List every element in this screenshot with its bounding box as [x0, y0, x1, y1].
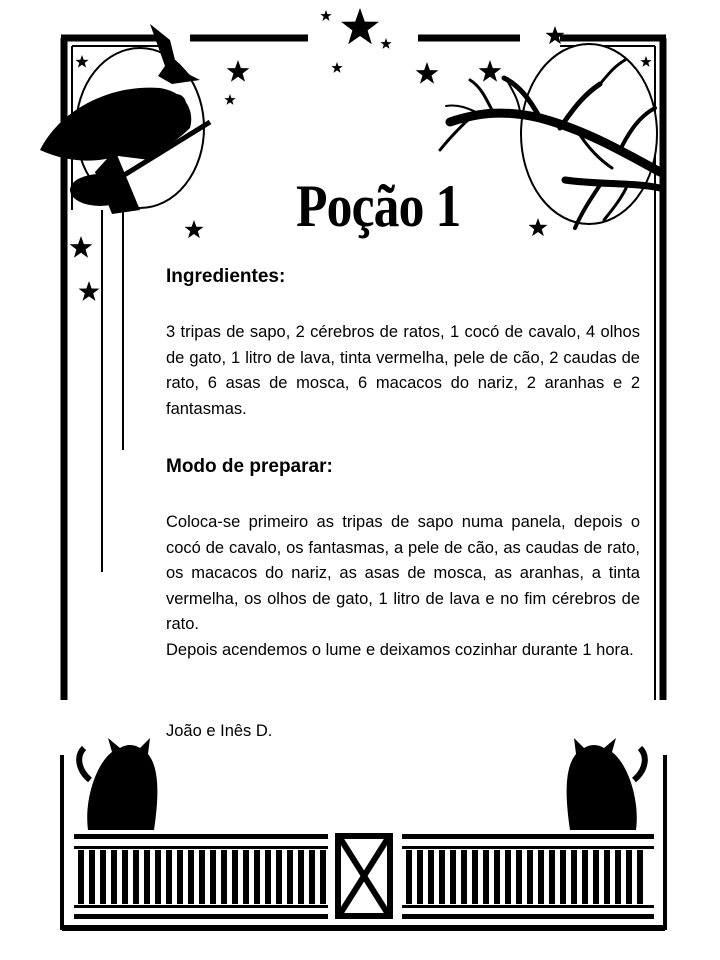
star-icon: [529, 218, 548, 236]
star-icon: [416, 62, 439, 84]
cat-icon: [79, 738, 157, 830]
preparation-paragraph-1: Coloca-se primeiro as tripas de sapo numa panela, depois o cocó de cavalo, os fantasmas, a pele de cão, as caudas de rato, os macacos do nariz, as asas de mosca, as aranhas, a tinta vermelha, os olhos de gato, 1 litro de lava e no fim cérebros de rato.: [166, 513, 640, 633]
star-icon: [224, 94, 235, 105]
ingredients-text: 3 tripas de sapo, 2 cérebros de ratos, 1 cocó de cavalo, 4 olhos de gato, 1 litro de lava, tinta vermelha, pele de cão, 2 caudas de rato, 6 asas de mosca, 6 macacos do nariz, 2 aranhas e 2 fantasmas.: [166, 323, 640, 418]
star-icon: [640, 56, 651, 67]
star-icon: [227, 60, 250, 82]
star-icon: [70, 236, 93, 258]
gate-icon: [338, 836, 390, 916]
ingredients-heading: Ingredientes:: [166, 266, 286, 287]
page-title: Poção 1: [296, 173, 461, 239]
preparation-paragraph-2: Depois acendemos o lume e deixamos cozinhar durante 1 hora.: [166, 640, 634, 659]
star-icon: [75, 55, 88, 68]
star-icon: [320, 10, 331, 21]
star-icon: [185, 220, 204, 238]
preparation-heading: Modo de preparar:: [166, 456, 333, 477]
star-icon: [380, 38, 391, 49]
ingredients-section: [166, 320, 640, 422]
signature: João e Inês D.: [166, 722, 273, 740]
star-icon: [341, 8, 379, 44]
star-icon: [331, 62, 342, 73]
cat-icon: [567, 738, 645, 830]
preparation-section: [166, 510, 640, 663]
star-icon: [79, 281, 100, 301]
star-icon: [479, 60, 502, 82]
